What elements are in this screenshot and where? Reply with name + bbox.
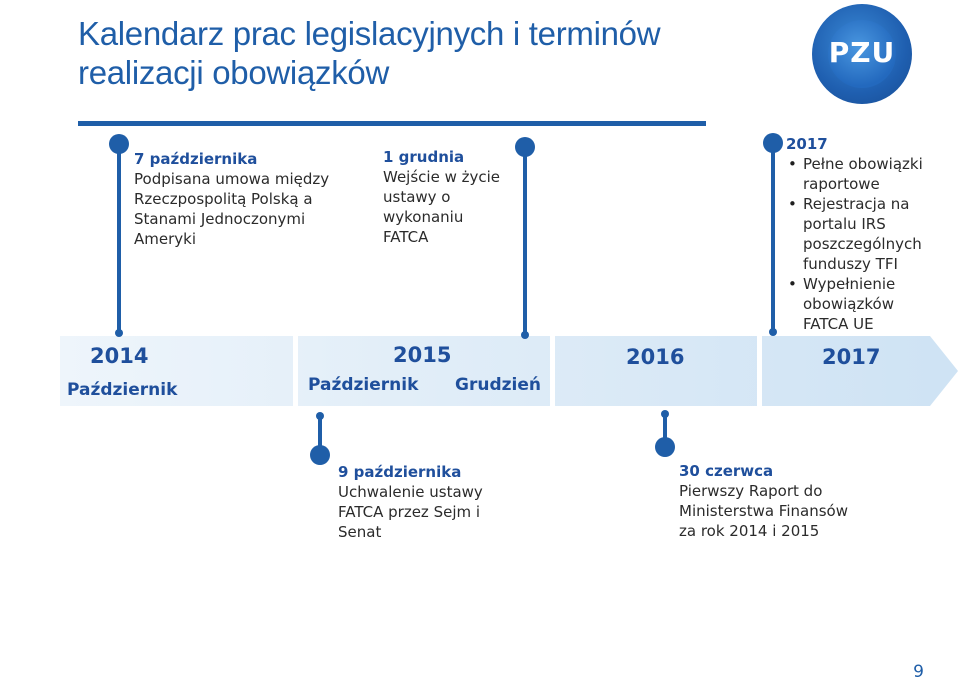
event-jun-2016-text-1: Pierwszy Raport do bbox=[679, 482, 823, 500]
timeline-separator-3 bbox=[757, 336, 762, 406]
pin-foot-oct-2014 bbox=[115, 329, 123, 337]
event-oct-2015 bbox=[338, 462, 538, 542]
pin-line-oct-2014 bbox=[117, 148, 121, 333]
event-2017-list bbox=[786, 154, 946, 334]
event-oct-2015-text-1: Uchwalenie ustawy bbox=[338, 483, 483, 501]
event-2017-date: 2017 bbox=[786, 135, 828, 153]
event-2017-item-2 bbox=[786, 194, 946, 274]
event-dec-2015-text-2: ustawy o bbox=[383, 188, 451, 206]
timeline-separator-2 bbox=[550, 336, 555, 406]
pzu-logo-text: PZU bbox=[828, 36, 896, 69]
event-oct-2014-text-3: Stanami Jednoczonymi bbox=[134, 210, 306, 228]
event-dec-2015 bbox=[383, 147, 523, 247]
pin-line-dec-2015 bbox=[523, 150, 527, 335]
event-2017-item-2-line-1: • Rejestracja na bbox=[803, 195, 910, 213]
event-2017 bbox=[786, 134, 946, 334]
event-2017-item-2-line-2: portalu IRS bbox=[803, 215, 886, 233]
event-dec-2015-text-3: wykonaniu bbox=[383, 208, 464, 226]
event-oct-2014-date: 7 października bbox=[134, 150, 258, 168]
title-underline bbox=[78, 121, 706, 126]
event-jun-2016-date: 30 czerwca bbox=[679, 462, 774, 480]
event-2017-item-3-line-1: • Wypełnienie bbox=[803, 275, 896, 293]
event-2017-item-1 bbox=[786, 154, 946, 194]
event-dec-2015-text-4: FATCA bbox=[383, 228, 429, 246]
pin-foot-dec-2015 bbox=[521, 331, 529, 339]
event-2017-item-1-line-2: raportowe bbox=[803, 175, 880, 193]
month-2015-december: Grudzień bbox=[455, 375, 541, 395]
page-number: 9 bbox=[913, 662, 924, 682]
pin-line-2017 bbox=[771, 146, 775, 332]
title-line-2: realizacji obowiązków bbox=[78, 54, 390, 91]
event-2017-item-3-line-3: FATCA UE bbox=[803, 315, 874, 333]
event-2017-item-3-line-2: obowiązków bbox=[803, 295, 894, 313]
timeline-separator-1 bbox=[293, 336, 298, 406]
event-oct-2014 bbox=[134, 149, 354, 249]
event-oct-2015-text-3: Senat bbox=[338, 523, 382, 541]
pin-head-oct-2015 bbox=[310, 445, 330, 465]
event-oct-2015-date: 9 października bbox=[338, 463, 462, 481]
event-jun-2016-text-2: Ministerstwa Finansów bbox=[679, 502, 848, 520]
event-dec-2015-text-1: Wejście w życie bbox=[383, 168, 501, 186]
event-2017-item-2-line-4: funduszy TFI bbox=[803, 255, 898, 273]
slide-title bbox=[78, 14, 778, 92]
year-2015: 2015 bbox=[393, 343, 452, 367]
timeline-band bbox=[60, 336, 930, 406]
pin-head-jun-2016 bbox=[655, 437, 675, 457]
event-2017-item-2-line-3: poszczególnych bbox=[803, 235, 922, 253]
month-2014-october: Październik bbox=[67, 380, 178, 400]
event-2017-item-3 bbox=[786, 274, 946, 334]
event-oct-2014-text-2: Rzeczpospolitą Polską a bbox=[134, 190, 313, 208]
timeline-arrow-head bbox=[930, 336, 958, 406]
year-2016: 2016 bbox=[626, 345, 685, 369]
year-2014: 2014 bbox=[90, 344, 149, 368]
event-jun-2016-text-3: za rok 2014 i 2015 bbox=[679, 522, 820, 540]
event-dec-2015-date: 1 grudnia bbox=[383, 148, 465, 166]
pin-foot-2017 bbox=[769, 328, 777, 336]
event-jun-2016 bbox=[679, 461, 909, 541]
event-2017-item-1-line-1: • Pełne obowiązki bbox=[803, 155, 923, 173]
year-2017: 2017 bbox=[822, 345, 881, 369]
event-oct-2014-text-1: Podpisana umowa między bbox=[134, 170, 330, 188]
event-oct-2014-text-4: Ameryki bbox=[134, 230, 196, 248]
title-line-1: Kalendarz prac legislacyjnych i terminów bbox=[78, 15, 661, 52]
month-2015-october: Październik bbox=[308, 375, 419, 395]
event-oct-2015-text-2: FATCA przez Sejm i bbox=[338, 503, 481, 521]
